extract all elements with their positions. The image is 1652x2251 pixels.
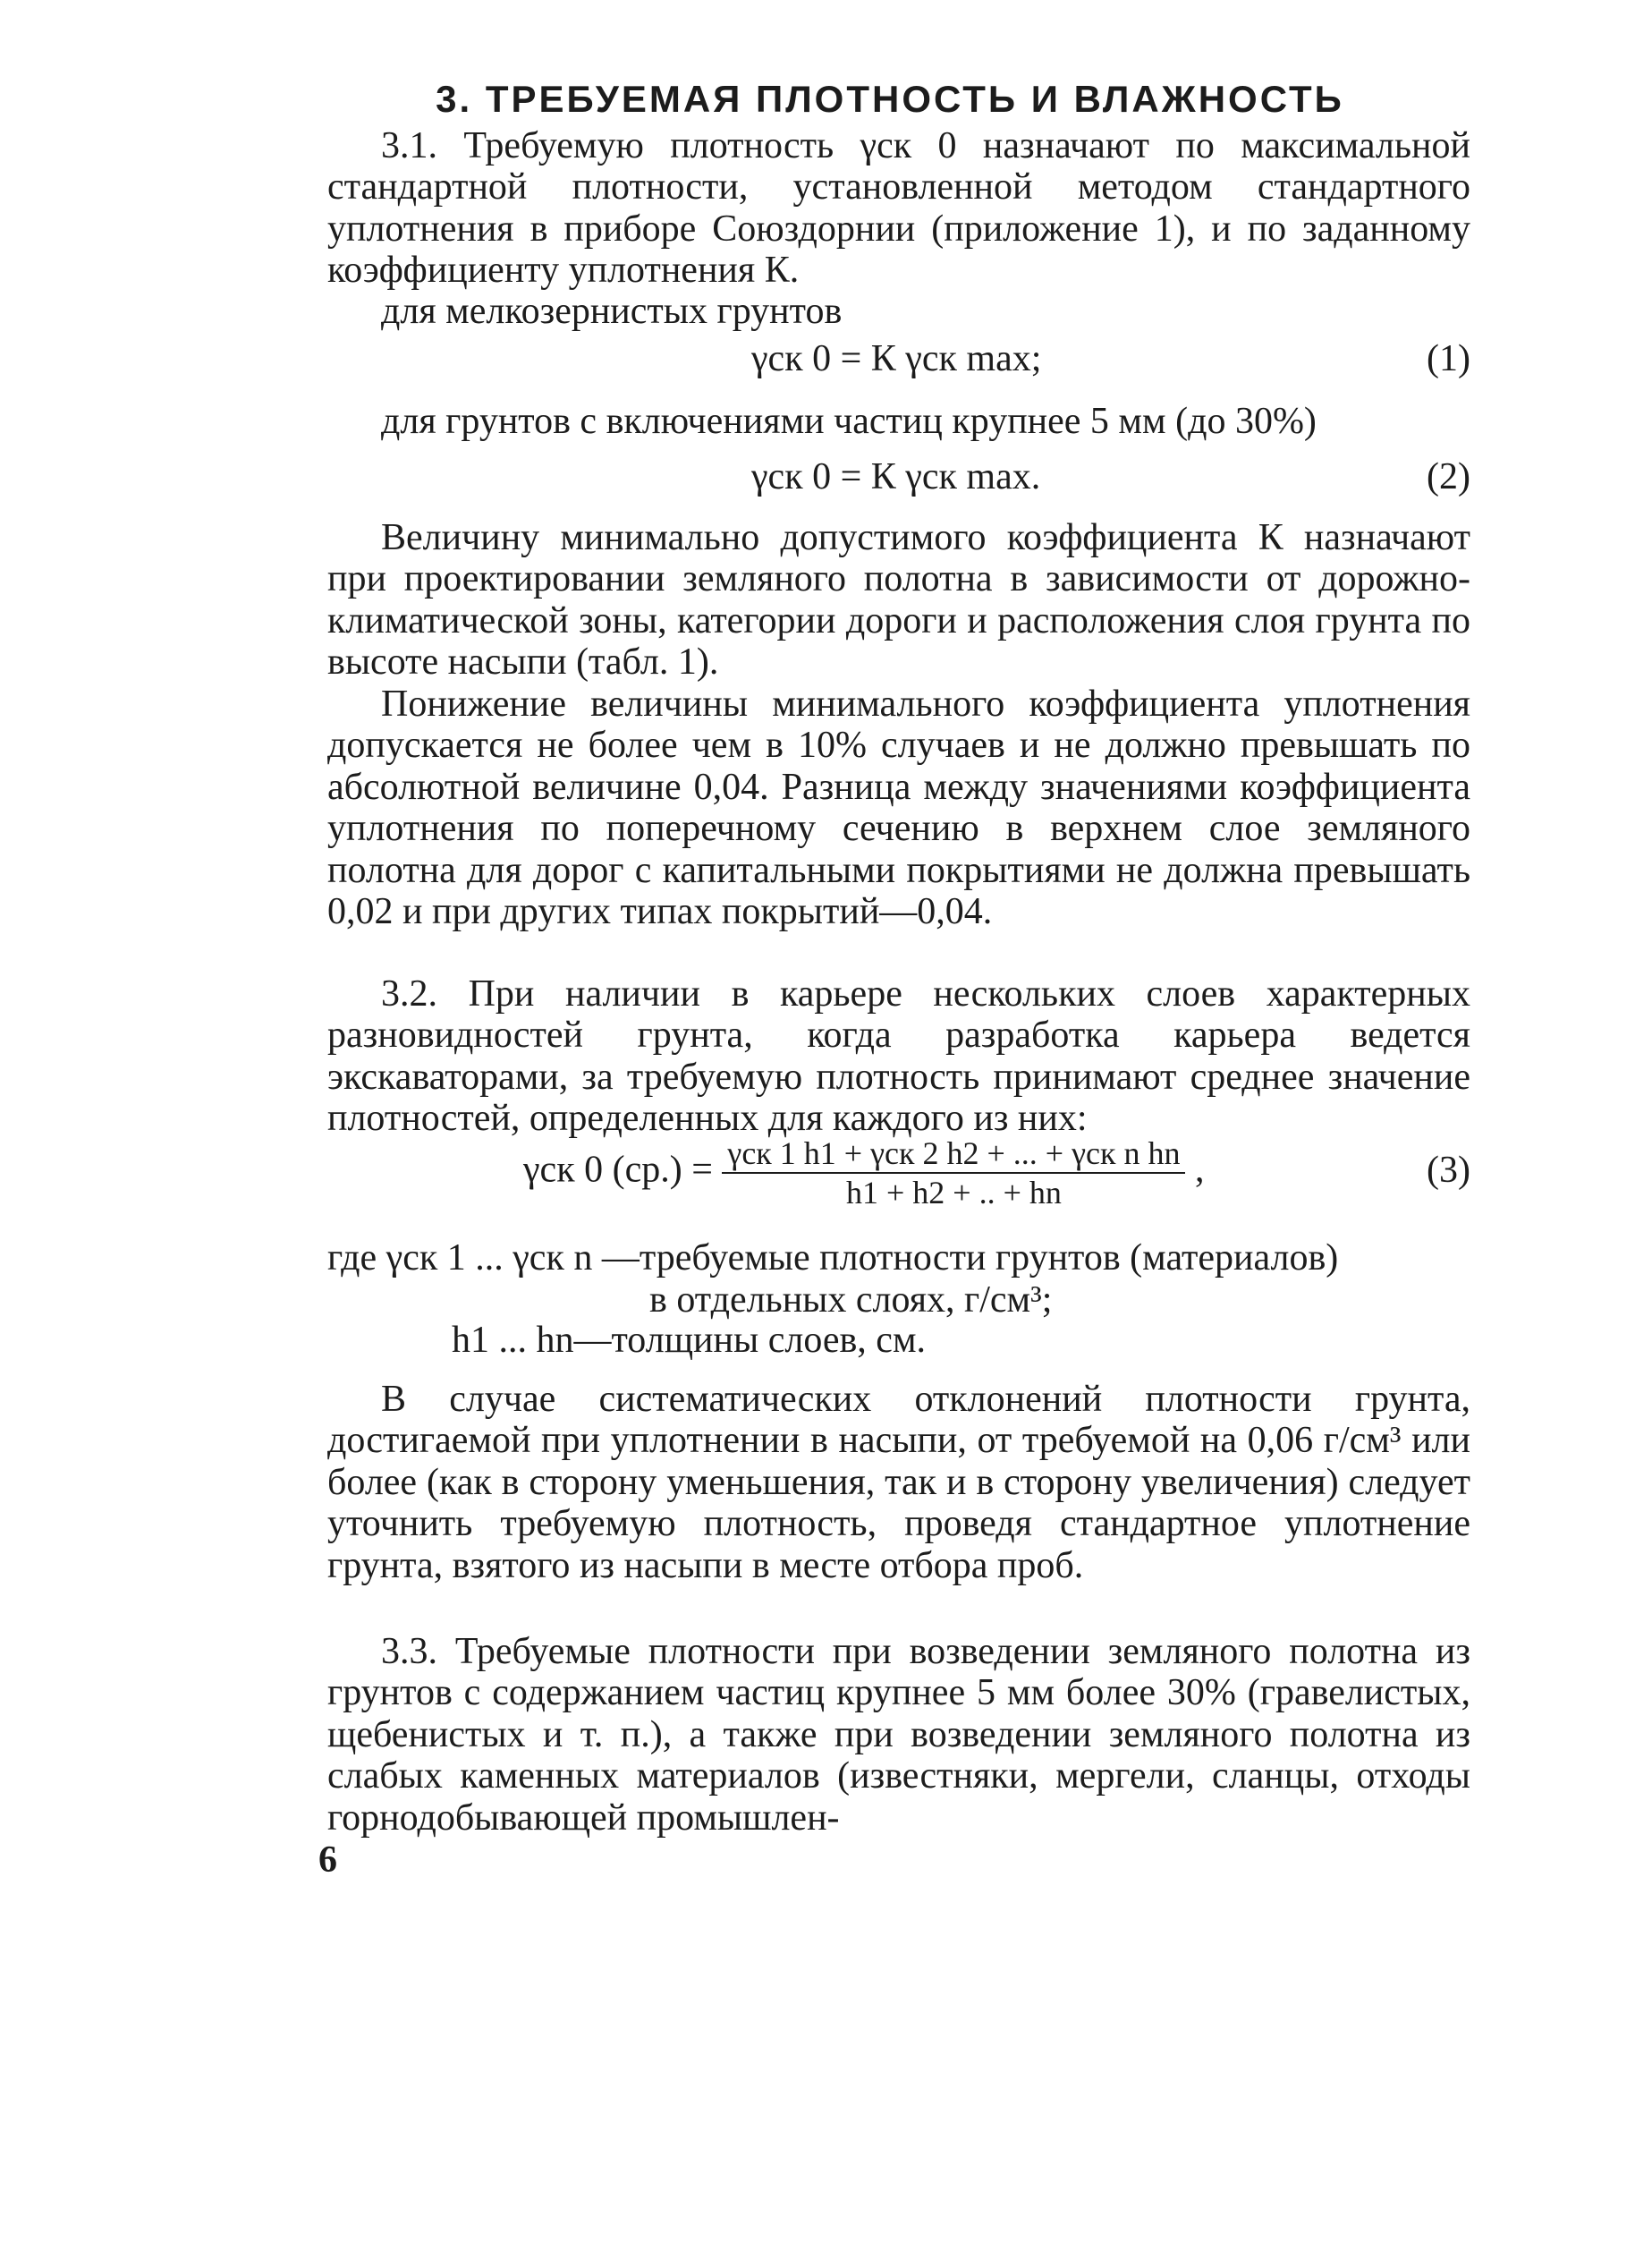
where-line-3: h1 ... hn—толщины слоев, см.: [452, 1320, 927, 1361]
equation-3-number: (3): [1427, 1150, 1470, 1191]
equation-1: γск 0 = К γск max;: [751, 338, 1042, 379]
equation-3-comma: ,: [1194, 1149, 1205, 1191]
section-heading: 3. ТРЕБУЕМАЯ ПЛОТНОСТЬ И ВЛАЖНОСТЬ: [436, 78, 1344, 120]
equation-3-fraction: [722, 1134, 1185, 1211]
equation-3-numerator: γск 1 h1 + γск 2 h2 + ... + γск n hn: [722, 1134, 1185, 1174]
where-line-2: в отдельных слоях, г/см³;: [649, 1279, 1053, 1321]
equation-1-number: (1): [1427, 338, 1470, 379]
page-number: 6: [318, 1839, 337, 1881]
paragraph-3-3: 3.3. Требуемые плотности при возведении земляного полотна из грунтов с содержанием частиц крупнее 5 мм более 30% (гравелистых, щебенистых и т. п.), а также при возведении земляного полотна из слабых каменных материалов (известняки, мергели, сланцы, отходы горнодобывающей промышлен-: [327, 1631, 1470, 1839]
paragraph-min-coefficient: Величину минимально допустимого коэффициента К назначают при проектировании земляного полотна в зависимости от дорожно-климатической зоны, категории дороги и расположения слоя грунта по высоте насыпи (табл. 1).: [327, 517, 1470, 684]
equation-3: [523, 1134, 1204, 1211]
equation-3-denominator: h1 + h2 + .. + hn: [845, 1175, 1062, 1210]
equation-3-lhs: γск 0 (ср.) =: [523, 1149, 713, 1191]
equation-2: γск 0 = К γск max.: [751, 456, 1041, 497]
paragraph-reduction: Понижение величины минимального коэффициента уплотнения допускается не более чем в 10% случаев и не должно превышать по абсолютной величине 0,04. Разница между значениями коэффициента уплотнения по поперечному сечению в верхнем слое земляного полотна для дорог с капитальными покрытиями не должна превышать 0,02 и при других типах покрытий—0,04.: [327, 684, 1470, 933]
fine-soils-label: для мелкозернистых грунтов: [381, 291, 843, 332]
paragraph-deviation: В случае систематических отклонений плотности грунта, достигаемой при уплотнении в насыпи, от требуемой на 0,06 г/см³ или более (как в сторону уменьшения, так и в сторону увеличения) следует уточнить требуемую плотность, проведя стандартное уплотнение грунта, взятого из насыпи в месте отбора проб.: [327, 1379, 1470, 1586]
equation-2-number: (2): [1427, 456, 1470, 497]
coarse-soils-label: для грунтов с включениями частиц крупнее 5 мм (до 30%): [381, 401, 1317, 442]
paragraph-3-1: 3.1. Требуемую плотность γск 0 назначают по максимальной стандартной плотности, установленной методом стандартного уплотнения в приборе Союздорнии (приложение 1), и по заданному коэффициенту уплотнения К.: [327, 125, 1470, 292]
where-line-1: где γск 1 ... γск n —требуемые плотности грунтов (материалов): [327, 1237, 1339, 1278]
paragraph-3-2: 3.2. При наличии в карьере нескольких слоев характерных разновидностей грунта, когда разработка карьера ведется экскаваторами, за требуемую плотность принимают среднее значение плотностей, определенных для каждого из них:: [327, 973, 1470, 1140]
